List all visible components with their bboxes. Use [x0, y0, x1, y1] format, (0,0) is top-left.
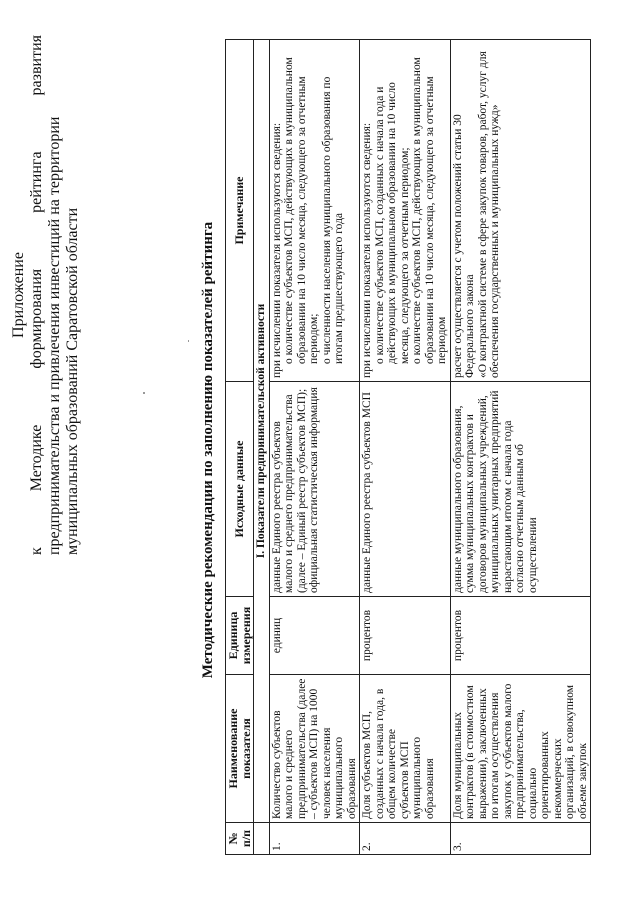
col-header-name: Наименование показателя	[226, 675, 254, 823]
appendix-word-1: Методике	[28, 424, 45, 492]
row-indicator-name: Доля субъектов МСП, созданных с начала года, в общем количестве субъектов МСП муниципального образования	[360, 675, 451, 823]
row-source: данные муниципального образования, сумма муниципальных контрактов и договоров муниципальных учреждений, муниципальных унитарных предприятий нарастающим итогом с начала года согласно отчетным данным об осуществлении	[450, 382, 591, 597]
note-line: «О контрактной системе в сфере закупок товаров, работ, услуг для обеспечения государственных и муниципальных нужд»	[476, 51, 501, 378]
note-line: о количестве субъектов МСП, действующих в муниципальном образовании на 10 число месяца, следующего за отчетным периодом;	[283, 57, 320, 364]
note-line: о количестве субъектов МСП, действующих в муниципальном образовании на 10 число месяца, следующего за отчетным периодом	[411, 57, 448, 364]
row-unit: процентов	[450, 597, 591, 675]
appendix-line-2: предпринимательства и привлечения инвестиций на территории	[46, 116, 63, 555]
row-num: 2.	[360, 823, 451, 855]
col-header-note: Примечание	[226, 40, 254, 382]
table-row	[360, 40, 451, 855]
row-unit: единиц	[269, 597, 360, 675]
section-row	[254, 40, 270, 855]
row-note	[360, 40, 451, 382]
row-unit: процентов	[360, 597, 451, 675]
row-note	[450, 40, 591, 382]
appendix-line-1	[28, 35, 46, 555]
document-heading: Методические рекомендации по заполнению показателей рейтинга	[200, 221, 216, 679]
note-line: при исчислении показателя используются сведения:	[361, 122, 373, 378]
note-line: о количестве субъектов МСП, созданных с начала года и действующих в муниципальном образовании на 10 число месяца, следующего за отчетным периодом;	[373, 82, 411, 364]
appendix-word-4: развития	[28, 35, 45, 96]
row-source: данные Единого реестра субъектов МСП	[360, 382, 451, 597]
section-empty-cell	[254, 823, 270, 855]
col-header-source: Исходные данные	[226, 382, 254, 597]
table-row	[269, 40, 360, 855]
row-num: 3.	[450, 823, 591, 855]
scan-speck	[143, 392, 145, 394]
table-header-row	[226, 40, 254, 855]
appendix-line-3: муниципальных образований Саратовской области	[64, 207, 81, 555]
row-indicator-name: Доля муниципальных контрактов (в стоимостном выражении), заключенных по итогам осуществления закупок у субъектов малого предпринимательства, социально ориентированных некоммерческих организаций, в совокупном объеме закупок	[450, 675, 591, 823]
scan-speck	[188, 340, 189, 342]
row-num: 1.	[269, 823, 360, 855]
section-title: I. Показатели предпринимательской активности	[254, 40, 270, 823]
row-indicator-name: Количество субъектов малого и среднего предпринимательства (далее – субъектов МСП) на 1000 человек населения муниципального образования	[269, 675, 360, 823]
appendix-word-2: формирования	[28, 268, 45, 369]
note-line: при исчислении показателя используются сведения:	[270, 122, 283, 378]
appendix-title: Приложение	[10, 252, 27, 338]
appendix-word-k: к	[28, 547, 45, 555]
note-line: о численности населения муниципального образования по итогам предшествующего года	[320, 76, 345, 364]
table-row	[450, 40, 591, 855]
appendix-word-3: рейтинга	[28, 151, 45, 213]
appendix-header	[10, 35, 82, 555]
row-source: данные Единого реестра субъектов малого и среднего предпринимательства (далее – Единый реестр субъектов МСП); официальная статистическая информация	[269, 382, 360, 597]
note-line: расчет осуществляется с учетом положений статьи 30 Федерального закона	[451, 114, 476, 378]
indicators-table	[225, 39, 591, 855]
row-note	[269, 40, 360, 382]
col-header-unit: Единица измерения	[226, 597, 254, 675]
col-header-num: № п/п	[226, 823, 254, 855]
